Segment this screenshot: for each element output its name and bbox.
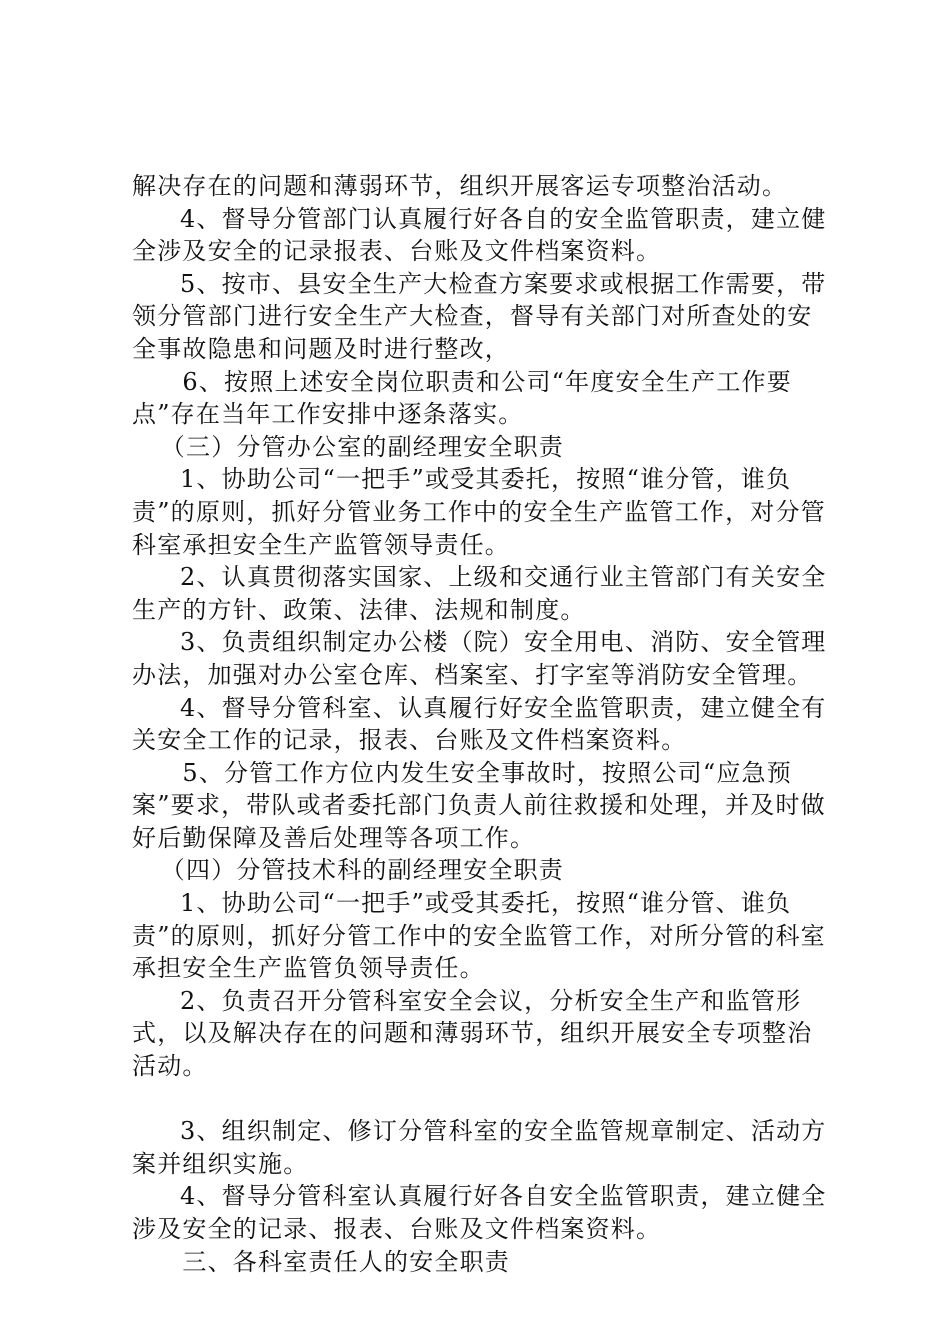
paragraph-continuation: 解决存在的问题和薄弱环节，组织开展客运专项整治活动。 <box>132 172 788 200</box>
paragraph-item-5: 5、按市、县安全生产大检查方案要求或根据工作需要，带领分管部门进行安全生产大检查，督导有关部门对所查处的安全事故隐患和问题及时进行整改， <box>132 269 827 363</box>
section-heading-departments: 三、各科室责任人的安全职责 <box>182 1247 510 1276</box>
paragraph-office-3: 3、负责组织制定办公楼（院）安全用电、消防、安全管理办法，加强对办公室仓库、档案室、打字室等消防安全管理。 <box>132 628 827 689</box>
paragraph-tech-3: 3、组织制定、修订分管科室的安全监管规章制定、活动方案并组织实施。 <box>132 1117 827 1178</box>
paragraph-office-4: 4、督导分管科室、认真履行好安全监管职责，建立健全有关安全工作的记录，报表、台账及文件档案资料。 <box>132 693 827 755</box>
document-body <box>132 170 836 1278</box>
section-heading-office: （三）分管办公室的副经理安全职责 <box>160 432 564 461</box>
paragraph-tech-1: 1、协助公司“一把手”或受其委托，按照“谁分管、谁负责”的原则，抓好分管工作中的安全监管工作，对所分管的科室承担安全生产监管负领导责任。 <box>132 889 826 983</box>
paragraph-office-5: 5、分管工作方位内发生安全事故时，按照公司“应急预案”要求，带队或者委托部门负责人前往救援和处理，并及时做好后勤保障及善后处理等各项工作。 <box>132 758 826 852</box>
section-heading-tech: （四）分管技术科的副经理安全职责 <box>160 856 564 885</box>
blank-line <box>132 1083 836 1116</box>
paragraph-office-2: 2、认真贯彻落实国家、上级和交通行业主管部门有关安全生产的方针、政策、法律、法规和制度。 <box>132 563 827 624</box>
paragraph-tech-4: 4、督导分管科室认真履行好各自安全监管职责，建立健全涉及安全的记录、报表、台账及文件档案资料。 <box>132 1182 827 1243</box>
paragraph-item-6: 6、按照上述安全岗位职责和公司“年度安全生产工作要点”存在当年工作安排中逐条落实。 <box>132 367 792 429</box>
paragraph-item-4: 4、督导分管部门认真履行好各自的安全监管职责，建立健全涉及安全的记录报表、台账及文件档案资料。 <box>132 204 827 266</box>
paragraph-office-1: 1、协助公司“一把手”或受其委托，按照“谁分管，谁负责”的原则，抓好分管业务工作中的安全生产监管工作，对分管科室承担安全生产监管领导责任。 <box>132 465 826 559</box>
paragraph-tech-2: 2、负责召开分管科室安全会议，分析安全生产和监管形式，以及解决存在的问题和薄弱环节，组织开展安全专项整治活动。 <box>132 986 813 1081</box>
